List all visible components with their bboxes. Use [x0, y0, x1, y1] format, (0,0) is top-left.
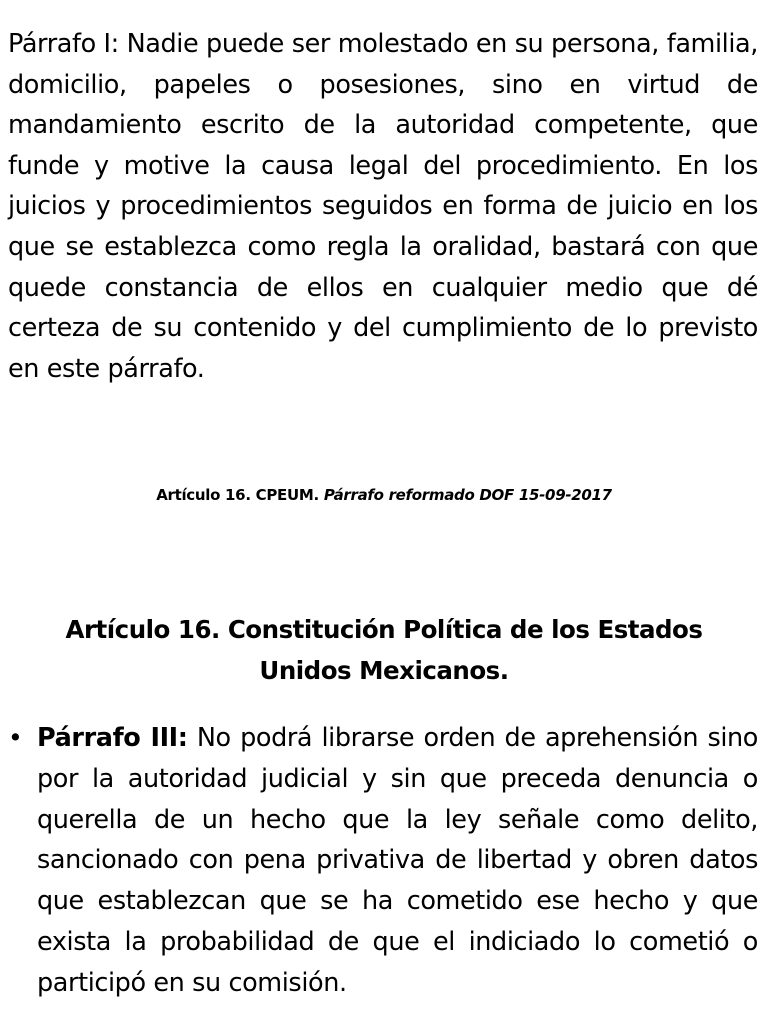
paragraph-iii-label: Párrafo III:	[37, 723, 188, 753]
paragraph-i-text: Párrafo I: Nadie puede ser molestado en su persona, familia, domicilio, papeles o posesiones, sino en virtud de mandamiento escrito de la autoridad competente, que funde y motive la causa legal del procedimiento. En los juicios y procedimientos seguidos en forma de juicio en los que se establezca como regla la oralidad, bastará con que quede constancia de ellos en cualquier medio que dé certeza de su contenido y del cumplimiento de lo previsto en este párrafo.	[8, 29, 758, 384]
list-item	[0, 718, 758, 1004]
citation	[0, 486, 768, 504]
paragraph-iii-text	[37, 718, 758, 1004]
citation-source: Artículo 16. CPEUM.	[156, 486, 319, 504]
bullet-list	[0, 718, 768, 1024]
citation-note: Párrafo reformado DOF 15-09-2017	[323, 486, 612, 504]
section-heading: Artículo 16. Constitución Política de los Estados Unidos Mexicanos.	[65, 615, 703, 685]
paragraph-iii-body: No podrá librarse orden de aprehensión sino por la autoridad judicial y sin que preceda denuncia o querella de un hecho que la ley señale como delito, sancionado con pena privativa de libertad y obren datos que establezcan que se ha cometido ese hecho y que exista la probabilidad de que el indiciado lo cometió o participó en su comisión.	[37, 723, 758, 998]
bullet-icon: •	[8, 723, 23, 752]
